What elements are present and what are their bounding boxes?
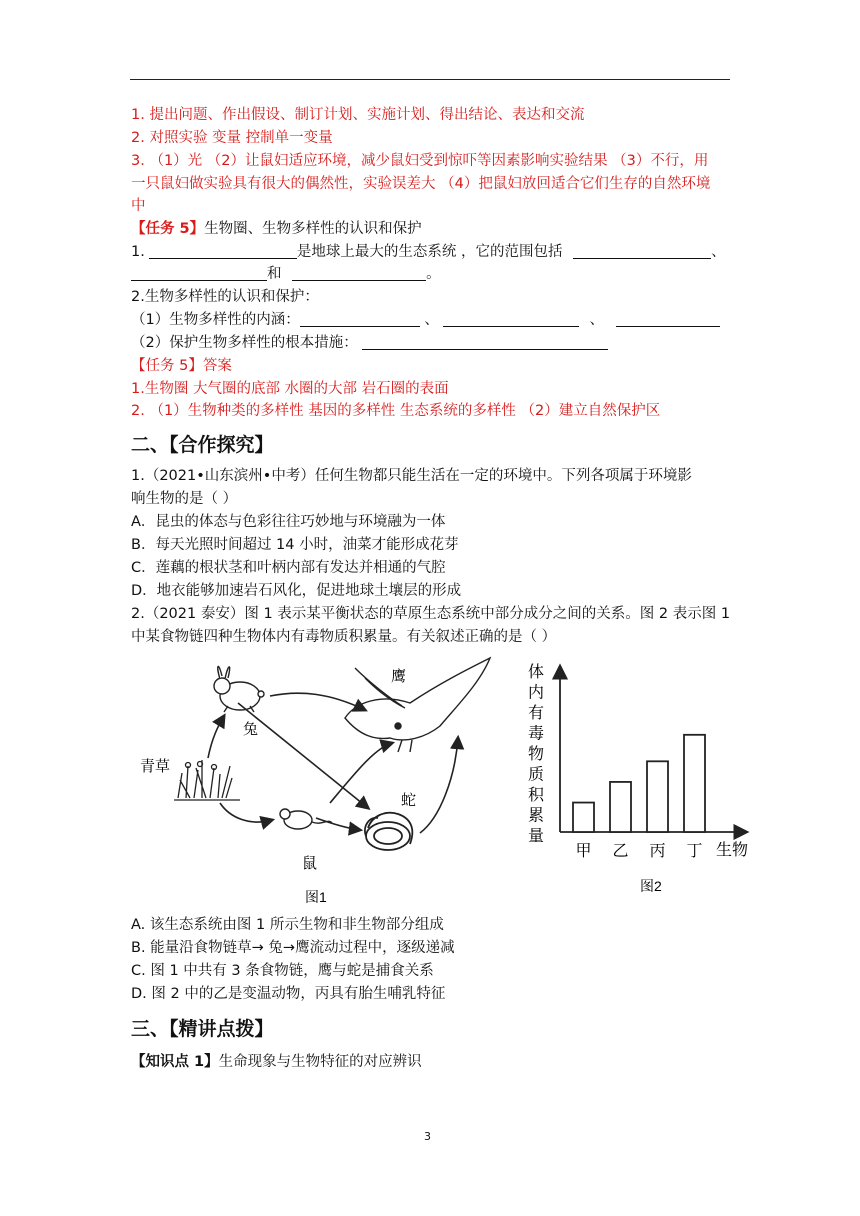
y-label-char-9: 量 <box>528 828 545 845</box>
x-axis-label: 生物 <box>716 842 749 859</box>
q2-1-label: （1）生物多样性的内涵： <box>131 312 300 328</box>
y-label-char-2: 内 <box>528 684 545 702</box>
blank-biosphere[interactable] <box>149 243 297 259</box>
task5-q2-1 <box>131 309 720 331</box>
task5-answer-2: 2. （1）生物种类的多样性 基因的多样性 生态系统的多样性 （2）建立自然保护区 <box>131 403 661 419</box>
y-label-char-4: 毒 <box>528 725 545 743</box>
s2-q1-option-b: B．每天光照时间超过 14 小时，油菜才能形成花芽 <box>131 537 459 553</box>
bar-4 <box>684 735 705 832</box>
task5-heading <box>131 218 422 240</box>
task5-answer-heading: 【任务 5】答案 <box>131 358 232 374</box>
figure1-food-web <box>140 648 500 910</box>
s2-q2-option-b: B. 能量沿食物链草→ 兔→鹰流动过程中，逐级递减 <box>131 940 455 956</box>
task5-answer-1: 1.生物圈 大气圈的底部 水圈的大部 岩石圈的表面 <box>131 381 449 397</box>
s2-q1-option-d: D．地衣能够加速岩石风化，促进地球土壤层的形成 <box>131 583 462 599</box>
answer-line-3b: 一只鼠妇做实验具有很大的偶然性，实验误差大 （4）把鼠妇放回适合它们生存的自然环境 <box>131 176 711 192</box>
snake-drawing <box>365 813 412 850</box>
task5-heading-bracket: 【任务 5】 <box>131 221 205 237</box>
s2-q2-option-a: A. 该生态系统由图 1 所示生物和非生物部分组成 <box>131 917 444 933</box>
q1-end: 。 <box>426 266 441 282</box>
figure2-bar-chart <box>520 655 760 900</box>
label-mouse: 鼠 <box>302 855 318 872</box>
q2-sep-2: 、 <box>589 312 604 328</box>
s2-q1-option-a: A．昆虫的体态与色彩往往巧妙地与环境融为一体 <box>131 514 446 530</box>
blank-range-3[interactable] <box>292 265 426 281</box>
knowledge-point-1 <box>131 1051 422 1073</box>
blank-range-1[interactable] <box>573 243 711 259</box>
task5-heading-text: 生物圈、生物多样性的认识和保护 <box>204 221 422 237</box>
section2-title: 二、【合作探究】 <box>131 434 274 456</box>
y-label-char-3: 有 <box>528 705 545 722</box>
figure2-caption: 图2 <box>640 878 662 894</box>
bar-2 <box>610 782 631 832</box>
s2-q2-option-d: D. 图 2 中的乙是变温动物，丙具有胎生哺乳特征 <box>131 986 446 1002</box>
kp1-bracket: 【知识点 1】 <box>131 1054 219 1070</box>
task5-q1-line1 <box>131 241 726 263</box>
page-number: 3 <box>424 1130 431 1143</box>
y-label-char-7: 积 <box>528 787 545 804</box>
q2-sep-1: 、 <box>424 312 439 328</box>
task5-q2-2 <box>131 332 608 354</box>
q1-text: 是地球上最大的生态系统 ，它的范围包括 <box>296 244 563 260</box>
s2-q2-line2: 中某食物链四种生物体内有毒物质积累量。有关叙述正确的是（ ） <box>131 629 557 645</box>
s2-q1-option-c: C．莲藕的根状茎和叶柄内部有发达并相通的气腔 <box>131 560 446 576</box>
hawk-drawing <box>345 658 490 752</box>
y-label-char-8: 累 <box>528 807 545 825</box>
x-tick-label-3: 丙 <box>649 843 666 860</box>
q1-and: 和 <box>267 266 282 282</box>
label-rabbit: 兔 <box>243 721 259 738</box>
task5-q1-line2 <box>131 263 441 285</box>
q1-sep: 、 <box>711 244 726 260</box>
kp1-text: 生命现象与生物特征的对应辨识 <box>218 1054 422 1070</box>
rabbit-drawing <box>214 666 264 712</box>
figure1-caption: 图1 <box>305 889 327 905</box>
answer-line-2: 2. 对照实验 变量 控制单一变量 <box>131 130 333 146</box>
bar-3 <box>647 761 668 832</box>
answer-line-3c: 中 <box>131 198 146 214</box>
label-snake: 蛇 <box>401 792 417 809</box>
s2-q2-option-c: C. 图 1 中共有 3 条食物链，鹰与蛇是捕食关系 <box>131 963 434 979</box>
blank-diversity-2[interactable] <box>443 311 579 327</box>
label-hawk: 鹰 <box>391 668 407 685</box>
q1-number: 1. <box>131 244 145 260</box>
blank-diversity-3[interactable] <box>616 311 720 327</box>
s2-q1-line2: 响生物的是（ ） <box>131 491 238 507</box>
bar-1 <box>573 803 594 832</box>
task5-q2: 2.生物多样性的认识和保护： <box>131 289 319 305</box>
header-rule <box>130 79 730 80</box>
y-label-char-6: 质 <box>528 766 545 784</box>
q2-2-label: （2）保护生物多样性的根本措施： <box>131 335 358 351</box>
label-grass: 青草 <box>140 758 171 775</box>
blank-protection[interactable] <box>362 334 608 350</box>
grass-drawing <box>174 760 240 800</box>
x-tick-label-4: 丁 <box>686 843 703 860</box>
section3-title: 三、【精讲点拨】 <box>131 1018 274 1040</box>
x-tick-label-1: 甲 <box>575 843 592 860</box>
answer-line-1: 1. 提出问题、作出假设、制订计划、实施计划、得出结论、表达和交流 <box>131 107 585 123</box>
blank-diversity-1[interactable] <box>300 311 420 327</box>
y-label-char-1: 体 <box>528 664 545 681</box>
s2-q1-line1: 1.（2021•山东滨州•中考）任何生物都只能生活在一定的环境中。下列各项属于环境影 <box>131 468 692 484</box>
s2-q2-line1: 2.（2021 泰安）图 1 表示某平衡状态的草原生态系统中部分成分之间的关系。图 2 表示图 1 <box>131 606 731 622</box>
y-axis-label <box>528 663 545 845</box>
blank-range-2[interactable] <box>131 265 267 281</box>
x-tick-label-2: 乙 <box>612 843 629 860</box>
mouse-drawing <box>280 809 332 829</box>
answer-line-3a: 3. （1）光 （2）让鼠妇适应环境，减少鼠妇受到惊吓等因素影响实验结果 （3）不行，用 <box>131 153 709 169</box>
y-label-char-5: 物 <box>528 746 545 763</box>
